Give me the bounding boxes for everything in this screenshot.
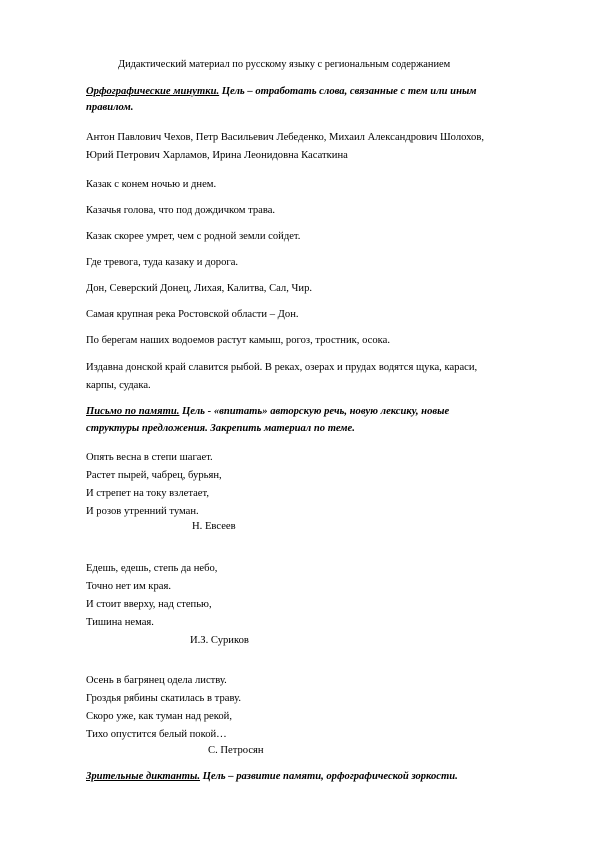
sentence: Где тревога, туда казаку и дорога.	[86, 257, 239, 268]
sentence: Казак с конем ночью и днем.	[86, 179, 217, 190]
poem-line: И розов утренний туман.	[86, 506, 199, 517]
poem-author: Н. Евсеев	[192, 521, 236, 532]
poem-line: И стрепет на току взлетает,	[86, 488, 209, 499]
section-heading-spelling-label: Орфографические минутки.	[86, 86, 220, 97]
poem-line: И стоит вверху, над степью,	[86, 599, 212, 610]
section-heading-spelling-goal: Цель – отработать слова, связанные с тем или иным	[219, 86, 477, 97]
section-heading-visual-dictation	[86, 770, 458, 783]
section-heading-memory-goal-cont: структуры предложения. Закрепить материал по теме.	[86, 423, 355, 434]
poem-line: Тихо опустится белый покой…	[86, 729, 227, 740]
section-heading-memory-goal: Цель - «впитать» авторскую речь, новую лексику, новые	[179, 406, 450, 417]
sentence: Самая крупная река Ростовской области – Дон.	[86, 309, 299, 320]
section-heading-visual-dictation-goal: Цель – развитие памяти, орфографической зоркости.	[200, 771, 458, 782]
names-line: Антон Павлович Чехов, Петр Васильевич Лебеденко, Михаил Александрович Шолохов,	[86, 132, 484, 143]
poem-line: Тишина немая.	[86, 617, 154, 628]
poem-line: Опять весна в степи шагает.	[86, 452, 213, 463]
poem-line: Осень в багрянец одела листву.	[86, 675, 227, 686]
section-heading-spelling	[86, 85, 477, 98]
poem-line: Скоро уже, как туман над рекой,	[86, 711, 232, 722]
poem-line: Точно нет им края.	[86, 581, 171, 592]
document-title: Дидактический материал по русскому языку с региональным содержанием	[118, 59, 451, 70]
fish-paragraph-line: карпы, судака.	[86, 380, 151, 391]
sentence: Казачья голова, что под дождичком трава.	[86, 205, 276, 216]
poem-author: И.З. Суриков	[190, 635, 249, 646]
names-line: Юрий Петрович Харламов, Ирина Леонидовна Касаткина	[86, 150, 348, 161]
sentence: Казак скорее умрет, чем с родной земли сойдет.	[86, 231, 301, 242]
section-heading-visual-dictation-label: Зрительные диктанты.	[86, 771, 201, 782]
poem-line: Растет пырей, чабрец, бурьян,	[86, 470, 222, 481]
fish-paragraph-line: Издавна донской край славится рыбой. В реках, озерах и прудах водятся щука, караси,	[86, 362, 478, 373]
poem-author: С. Петросян	[208, 745, 264, 756]
sentence: По берегам наших водоемов растут камыш, рогоз, тростник, осока.	[86, 335, 390, 346]
section-heading-memory-label: Письмо по памяти.	[86, 406, 180, 417]
section-heading-spelling-goal-cont: правилом.	[86, 102, 134, 113]
section-heading-memory	[86, 405, 449, 418]
poem-line: Едешь, едешь, степь да небо,	[86, 563, 218, 574]
sentence: Дон, Северский Донец, Лихая, Калитва, Сал, Чир.	[86, 283, 313, 294]
poem-line: Гроздья рябины скатилась в траву.	[86, 693, 241, 704]
